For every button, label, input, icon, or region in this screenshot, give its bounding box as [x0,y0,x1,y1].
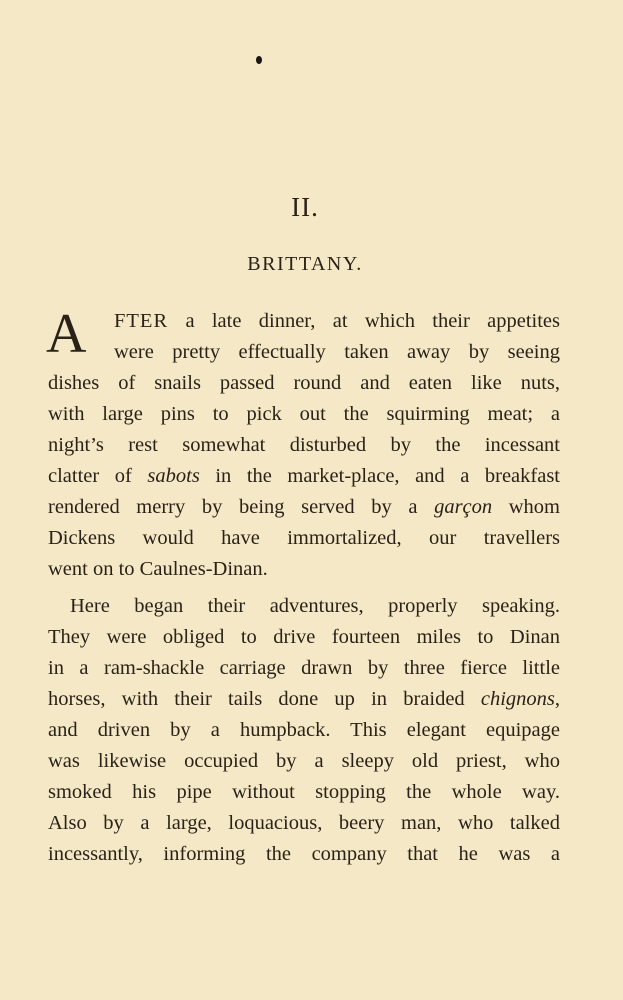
text-line: dishes of snails passed round and eaten like nuts, [48,372,560,394]
text-line: night’s rest somewhat disturbed by the incessant [48,434,560,456]
text-line: in a ram-shackle carriage drawn by three fierce little [48,657,560,679]
text-line: They were obliged to drive fourteen miles to Dinan [48,626,560,648]
text-line: and driven by a humpback. This elegant equipage [48,719,560,741]
drop-cap-letter: A [46,303,87,365]
paragraph-1 [48,368,560,585]
page-mark [256,56,262,64]
text-line: went on to Caulnes-Dinan. [48,558,268,580]
text-line: Dickens would have immortalized, our travellers [48,527,560,549]
text-line: incessantly, informing the company that he was a [48,843,560,865]
text-line: FTER a late dinner, at which their appetites [114,310,560,332]
text-line: rendered merry by being served by a garçon whom [48,496,560,518]
chapter-title: BRITTANY. [247,253,363,275]
text-line: were pretty effectually taken away by seeing [114,341,560,363]
text-line: clatter of sabots in the market-place, and a breakfast [48,465,560,487]
text-line: Here began their adventures, properly speaking. [70,595,560,617]
chapter-number: II. [291,192,319,222]
text-line: Also by a large, loquacious, beery man, who talked [48,812,560,834]
paragraph-1-opening [114,306,560,368]
text-line: horses, with their tails done up in braided chignons, [48,688,560,710]
text-line: was likewise occupied by a sleepy old priest, who [48,750,560,772]
text-line: smoked his pipe without stopping the whole way. [48,781,560,803]
text-line: with large pins to pick out the squirming meat; a [48,403,560,425]
paragraph-2 [48,591,560,870]
